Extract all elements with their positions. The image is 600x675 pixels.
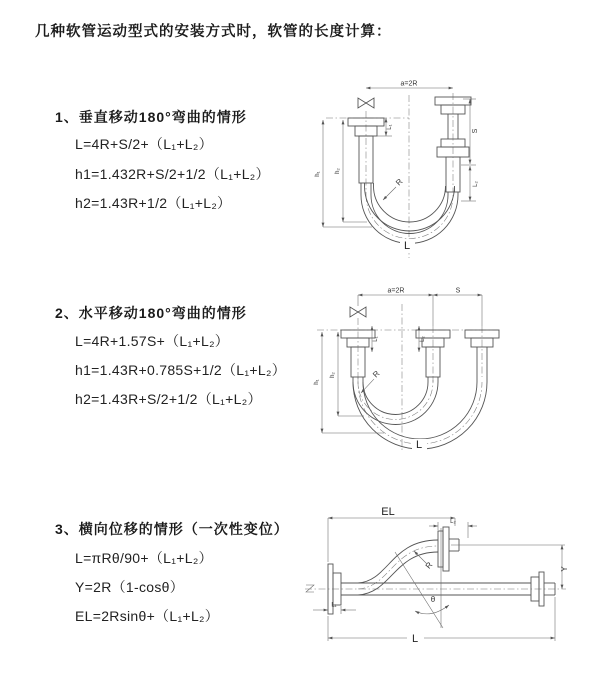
formula-2-2: h1=1.43R+0.785S+1/2（L₁+L₂）: [75, 362, 286, 378]
dim-label-l2: L₂: [450, 519, 456, 525]
radius-label: R: [394, 177, 405, 188]
section-1-heading: 1、垂直移动180°弯曲的情形: [55, 109, 247, 125]
formula-2-1: L=4R+1.57S+（L₁+L₂）: [75, 333, 230, 349]
dim-label-a2r: a=2R: [400, 80, 418, 88]
dim-label-a2r: a=2R: [387, 287, 405, 295]
dim-label-l2: L₂: [420, 336, 426, 342]
radius-label: R: [423, 560, 435, 571]
dim-label-h1: h₁: [314, 379, 320, 385]
dim-label-h2: h₂: [330, 372, 336, 378]
formula-1-3: h2=1.43R+1/2（L₁+L₂）: [75, 195, 232, 211]
section-2-heading: 2、水平移动180°弯曲的情形: [55, 305, 247, 321]
hose-u-curves: [361, 183, 458, 244]
page-title: 几种软管运动型式的安装方式时，软管的长度计算：: [35, 24, 392, 40]
dim-label-h2: h₂: [335, 168, 341, 174]
section-3-heading: 3、横向位移的情形（一次性变位）: [55, 521, 289, 537]
radius-label: R: [371, 369, 382, 380]
formula-3-3: EL=2Rsinθ+（L₁+L₂）: [75, 608, 220, 624]
dim-label-l1: L₁: [331, 602, 337, 609]
length-label: L: [403, 240, 411, 252]
dim-label-y: Y: [560, 566, 569, 572]
diagram-horizontal-180-bend: [312, 282, 590, 457]
length-label: L: [411, 633, 419, 645]
construction-lines: [395, 528, 449, 628]
length-label: L: [415, 439, 423, 451]
formula-3-1: L=πRθ/90+（L₁+L₂）: [75, 550, 213, 566]
centerlines: [317, 304, 500, 450]
dim-label-l1: L₁: [387, 124, 393, 130]
formula-2-3: h2=1.43R+S/2+1/2（L₁+L₂）: [75, 391, 262, 407]
valve-icon: [358, 98, 374, 108]
dim-label-l2: L₂: [473, 181, 479, 187]
dim-label-h1: h₁: [315, 171, 321, 177]
angle-label: θ: [430, 595, 436, 604]
dimension-lines: [313, 518, 565, 641]
formula-1-2: h1=1.432R+S/2+1/2（L₁+L₂）: [75, 166, 270, 182]
hose-u-curves: [353, 370, 487, 449]
centerlines: [326, 93, 453, 258]
diagram-vertical-180-bend: [310, 75, 588, 270]
datum-mark: [306, 585, 314, 592]
dim-label-s: S: [472, 128, 479, 134]
dim-label-el: EL: [381, 506, 395, 518]
valve-icon: [350, 307, 366, 317]
dim-label-s: S: [455, 287, 461, 295]
formula-3-2: Y=2R（1-cosθ）: [75, 579, 185, 595]
diagram-lateral-displacement: [303, 498, 593, 658]
dim-label-l1: L₁: [373, 336, 379, 342]
formula-1-1: L=4R+S/2+（L₁+L₂）: [75, 136, 213, 152]
